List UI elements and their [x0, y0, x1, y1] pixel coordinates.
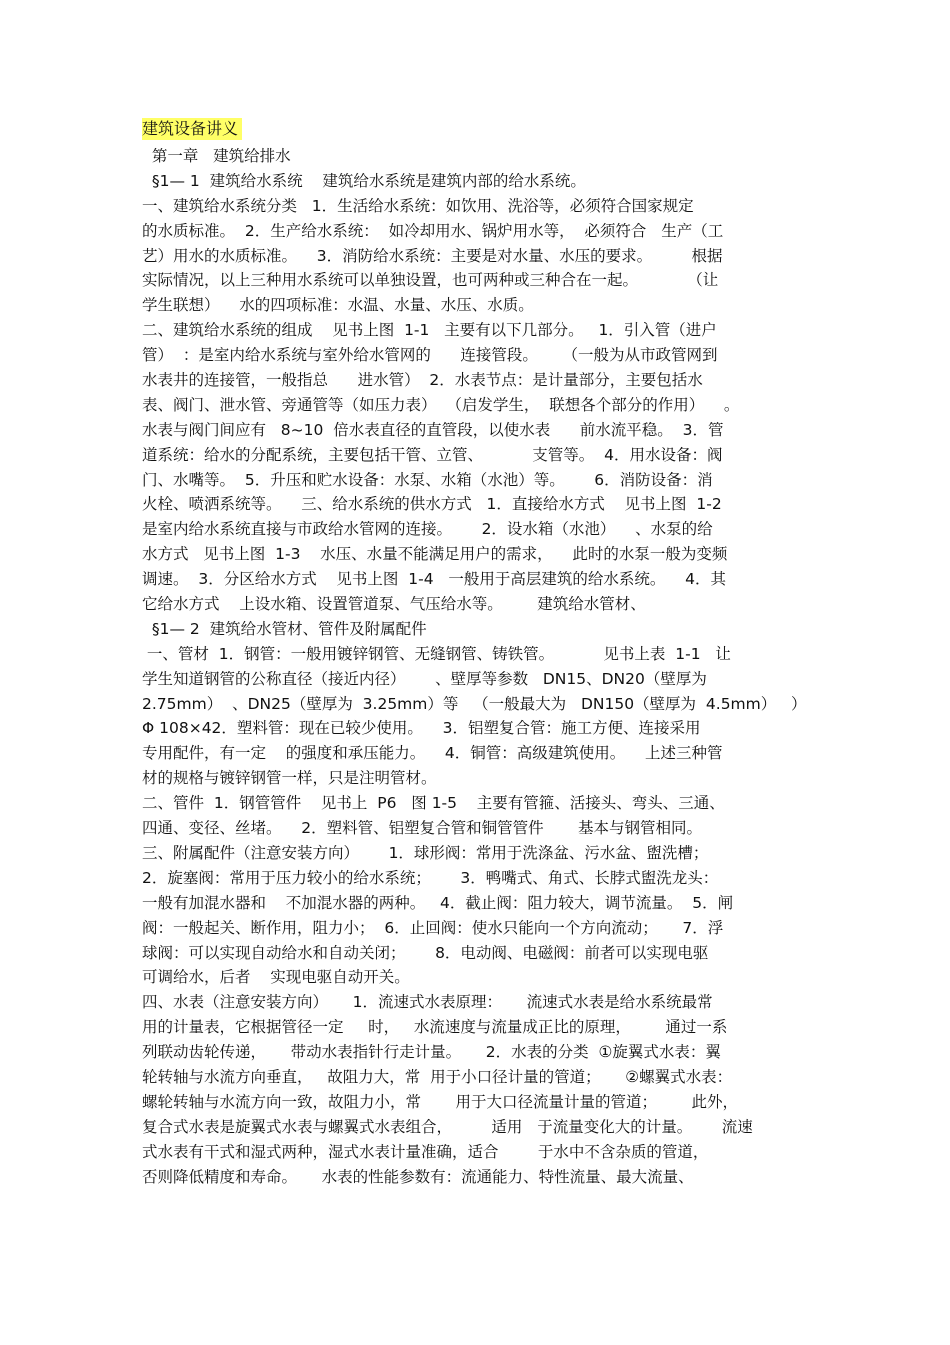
- body-line: §1— 1 建筑给水系统 建筑给水系统是建筑内部的给水系统。: [142, 171, 586, 190]
- document-body: [142, 144, 812, 1189]
- body-line: 四通、变径、丝堵。 2．塑料管、铝塑复合管和铜管管件 基本与钢管相同。: [142, 819, 703, 838]
- body-line: 实际情况，以上三种用水系统可以单独设置，也可两种或三种合在一起。 （让: [142, 271, 719, 290]
- body-line: Φ 108×42．塑料管：现在已较少使用。 3．铝塑复合管：施工方便、连接采用: [142, 719, 701, 738]
- body-line: 表、阀门、泄水管、旁通管等（如压力表） （启发学生， 联想各个部分的作用） 。: [142, 395, 740, 414]
- body-line: 2．旋塞阀：常用于压力较小的给水系统； 3．鸭嘴式、角式、长脖式盥洗龙头：: [142, 868, 719, 887]
- body-line: 一、管材 1．钢管：一般用镀锌钢管、无缝钢管、铸铁管。 见书上表 1-1 让: [142, 644, 731, 663]
- body-line: 式水表有干式和湿式两种，湿式水表计量准确，适合 于水中不含杂质的管道，: [142, 1142, 709, 1161]
- body-line: 2.75mm） 、DN25（壁厚为 3.25mm）等 （一般最大为 DN150（壁厚为 4.5mm） ）: [142, 694, 807, 713]
- body-line: 是室内给水系统直接与市政给水管网的连接。 2．设水箱（水池） 、水泵的给: [142, 520, 713, 539]
- body-line: 一、建筑给水系统分类 1．生活给水系统：如饮用、洗浴等，必须符合国家规定: [142, 196, 694, 215]
- body-line: 三、附属配件（注意安装方向） 1．球形阀：常用于洗涤盆、污水盆、盥洗槽；: [142, 843, 709, 862]
- body-line: 水方式 见书上图 1-3 水压、水量不能满足用户的需求， 此时的水泵一般为变频: [142, 545, 728, 564]
- body-line: 用的计量表，它根据管径一定 时， 水流速度与流量成正比的原理， 通过一系: [142, 1018, 728, 1037]
- document-title: 建筑设备讲义: [142, 118, 242, 140]
- body-line: 螺轮转轴与水流方向一致，故阻力小，常 用于大口径流量计量的管道； 此外，: [142, 1092, 738, 1111]
- body-line: 四、水表（注意安装方向） 1．流速式水表原理： 流速式水表是给水系统最常: [142, 993, 713, 1012]
- body-line: §1— 2 建筑给水管材、管件及附属配件: [142, 619, 427, 638]
- body-line: 列联动齿轮传递， 带动水表指针行走计量。 2．水表的分类 ①旋翼式水表：翼: [142, 1043, 721, 1062]
- body-line: 的水质标准。 2．生产给水系统： 如冷却用水、锅炉用水等， 必须符合 生产（工: [142, 221, 724, 240]
- body-line: 阀：一般起关、断作用，阻力小； 6．止回阀：使水只能向一个方向流动； 7．浮: [142, 918, 724, 937]
- body-line: 道系统：给水的分配系统，主要包括干管、立管、 支管等。 4．用水设备：阀: [142, 445, 723, 464]
- body-line: 球阀：可以实现自动给水和自动关闭； 8．电动阀、电磁阀：前者可以实现电驱: [142, 943, 709, 962]
- body-line: 专用配件，有一定 的强度和承压能力。 4．铜管：高级建筑使用。 上述三种管: [142, 744, 723, 763]
- body-line: 学生联想） 水的四项标准：水温、水量、水压、水质。: [142, 296, 534, 315]
- body-line: 一般有加混水器和 不加混水器的两种。 4．截止阀：阻力较大，调节流量。 5．闸: [142, 893, 734, 912]
- body-line: 它给水方式 上设水箱、设置管道泵、气压给水等。 建筑给水管材、: [142, 595, 646, 614]
- body-line: 可调给水，后者 实现电驱自动开关。: [142, 968, 410, 987]
- body-line: 学生知道钢管的公称直径（接近内径） 、壁厚等参数 DN15、DN20（壁厚为: [142, 669, 707, 688]
- body-line: 轮转轴与水流方向垂直， 故阻力大，常 用于小口径计量的管道； ②螺翼式水表：: [142, 1067, 733, 1086]
- body-line: 艺）用水的水质标准。 3．消防给水系统：主要是对水量、水压的要求。 根据: [142, 246, 723, 265]
- body-line: 二、建筑给水系统的组成 见书上图 1-1 主要有以下几部分。 1．引入管（进户: [142, 321, 717, 340]
- body-line: 火栓、喷洒系统等。 三、给水系统的供水方式 1．直接给水方式 见书上图 1-2: [142, 495, 722, 514]
- body-line: 材的规格与镀锌钢管一样，只是注明管材。: [142, 769, 437, 788]
- body-line: 管） ：是室内给水系统与室外给水管网的 连接管段。 （一般为从市政管网到: [142, 346, 718, 365]
- body-line: 否则降低精度和寿命。 水表的性能参数有：流通能力、特性流量、最大流量、: [142, 1167, 694, 1186]
- body-line: 调速。 3．分区给水方式 见书上图 1-4 一般用于高层建筑的给水系统。 4．其: [142, 570, 726, 589]
- body-line: 第一章 建筑给排水: [142, 147, 291, 165]
- body-line: 水表井的连接管，一般指总 进水管） 2．水表节点：是计量部分，主要包括水: [142, 371, 703, 390]
- body-line: 门、水嘴等。 5．升压和贮水设备：水泵、水箱（水池）等。 6．消防设备：消: [142, 470, 713, 489]
- body-line: 二、管件 1．钢管管件 见书上 P6 图 1-5 主要有管箍、活接头、弯头、三通、: [142, 794, 725, 813]
- body-line: 水表与阀门间应有 8~10 倍水表直径的直管段，以使水表 前水流平稳。 3．管: [142, 420, 724, 439]
- body-line: 复合式水表是旋翼式水表与螺翼式水表组合， 适用 于流量变化大的计量。 流速: [142, 1117, 753, 1136]
